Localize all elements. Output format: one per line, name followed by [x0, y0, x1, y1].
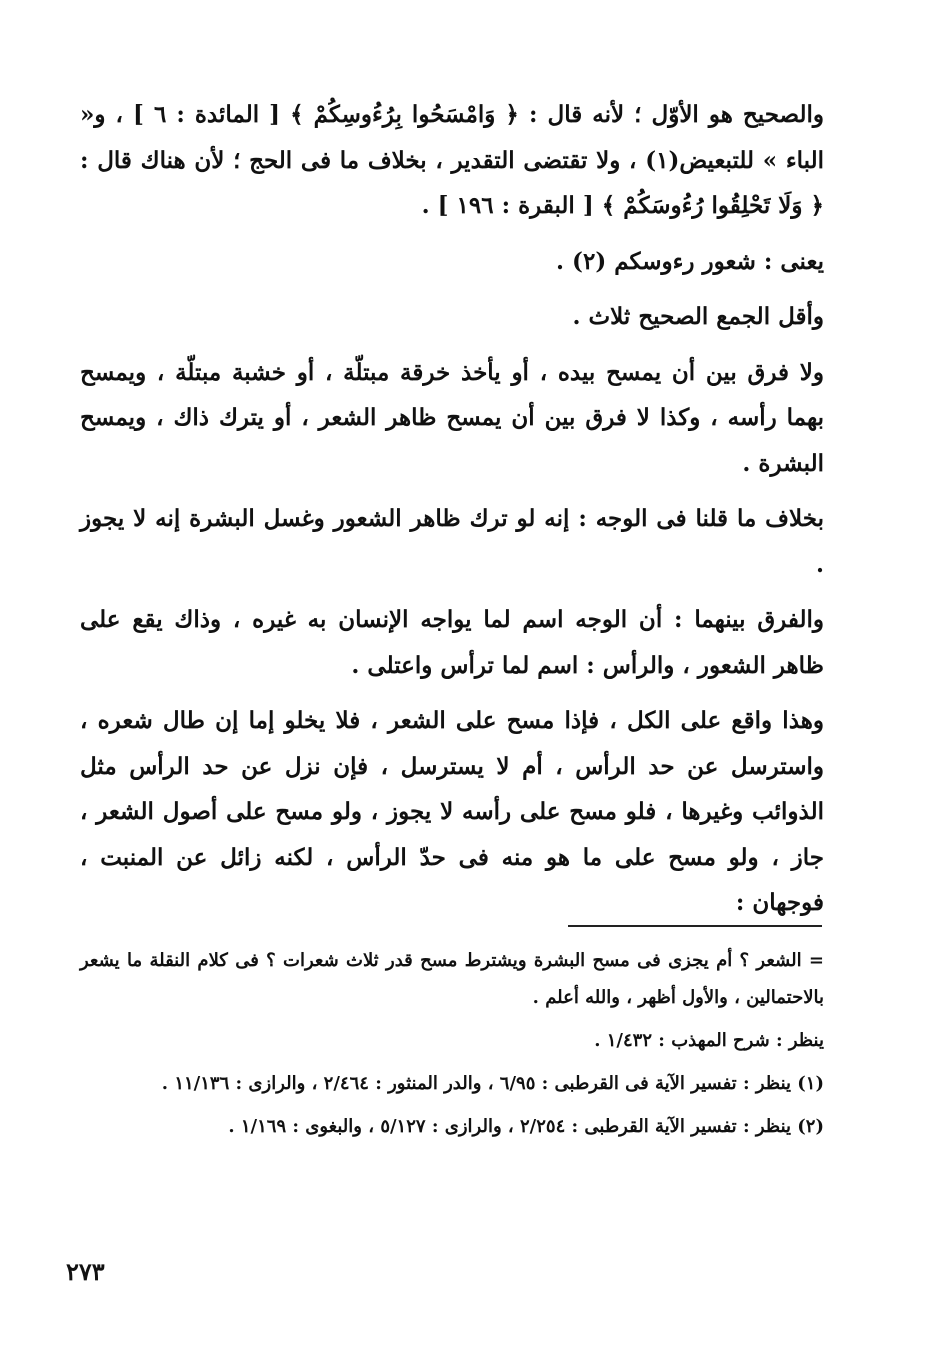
paragraph-3: وأقل الجمع الصحيح ثلاث . — [572, 303, 824, 330]
paragraph-7: وهذا واقع على الكل ، فإذا مسح على الشعر ، فلا يخلو إما إن طال شعره ، واسترسل عن حد الرأس ، أم لا يسترسل ، فإن نزل عن حد الرأس مثل الذوائب وغيرها ، فلو مسح على رأسه لا يجوز ، ولو مسح على أصول الشعر ، جاز ، ولو مسح على ما هو منه فى حدّ الرأس ، لكنه زائل عن المنبت ، فوجهان : — [80, 707, 824, 916]
footnote-continuation: = الشعر ؟ أم يجزى فى مسح البشرة ويشترط مسح قدر ثلاث شعرات ؟ فى كلام النقلة ما يشعر بالاحتمالين ، والأول أظهر ، والله أعلم . — [80, 950, 824, 1008]
main-text — [80, 92, 824, 936]
footnote-2: (٢) ينظر : تفسير الآية القرطبى : ٢/٢٥٤ ، والرازى : ٥/١٢٧ ، والبغوى : ١/١٦٩ . — [228, 1116, 824, 1137]
page-number: ٢٧٣ — [66, 1257, 105, 1286]
paragraph-5: بخلاف ما قلنا فى الوجه : إنه لو ترك ظاهر الشعور وغسل البشرة إنه لا يجوز . — [80, 505, 824, 578]
paragraph-4: ولا فرق بين أن يمسح بيده ، أو يأخذ خرقة مبتلّة ، أو خشبة مبتلّة ، ويمسح بهما رأسه ، وكذا لا فرق بين أن يمسح ظاهر الشعر ، أو يترك ذاك ، ويمسح البشرة . — [80, 358, 824, 477]
footnote-1: (١) ينظر : تفسير الآية فى القرطبى : ٦/٩٥ ، والدر المنثور : ٢/٤٦٤ ، والرازى : ١١/١٣٦ . — [161, 1073, 824, 1094]
paragraph-1: والصحيح هو الأوّل ؛ لأنه قال : ﴿ وَامْسَحُوا بِرُءُوسِكُمْ ﴾ [ المائدة : ٦ ] ، و« الباء » للتبعيض(١) ، ولا تقتضى التقدير ، بخلاف ما فى الحج ؛ لأن هناك قال : ﴿ وَلَا تَحْلِقُوا رُءُوسَكُمْ ﴾ [ البقرة : ١٩٦ ] . — [80, 101, 825, 219]
footnote-reference: ينظر : شرح المهذب : ١/٤٣٢ . — [594, 1030, 824, 1051]
footnotes — [80, 942, 824, 1151]
footnote-divider — [568, 925, 822, 927]
paragraph-6: والفرق بينهما : أن الوجه اسم لما يواجه الإنسان به غيره ، وذاك يقع على ظاهر الشعور ، والرأس : اسم لما ترأس واعتلى . — [80, 606, 824, 679]
paragraph-2: يعنى : شعور رءوسكم (٢) . — [556, 247, 824, 275]
